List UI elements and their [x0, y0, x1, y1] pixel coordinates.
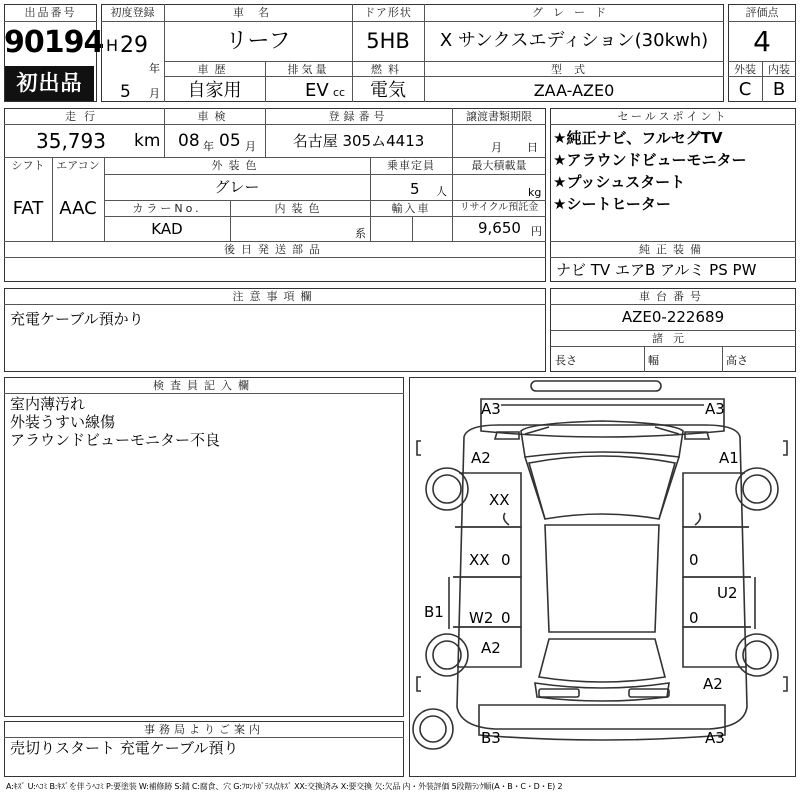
model-label: 型式	[551, 63, 597, 76]
office-label: 事務局よりご案内	[144, 723, 264, 736]
chassis-label: 車台番号	[639, 290, 707, 303]
load-unit: kg	[528, 186, 542, 199]
capacity: 5	[410, 180, 420, 198]
car-name-label: 車名	[233, 6, 283, 19]
interior-color-suffix: 系	[355, 227, 366, 240]
mark-u2: U2	[717, 584, 738, 602]
ac: AAC	[59, 198, 97, 219]
ext-label: 外装	[734, 63, 756, 76]
import-label: 輸入車	[391, 202, 431, 215]
lot-number: 90194	[4, 25, 104, 60]
km-unit: km	[134, 131, 161, 151]
shift: FAT	[12, 198, 44, 219]
mark-xx-left-2: XX	[469, 551, 490, 569]
inspector-line-1: 室内薄汚れ	[10, 395, 86, 413]
color-no-label: カラーNo.	[132, 202, 202, 215]
load-label: 最大積載量	[471, 159, 527, 172]
mark-a2-left-fender: A2	[471, 449, 491, 467]
door-label: ドア形状	[364, 6, 412, 19]
mark-zero-3: 0	[501, 609, 511, 627]
reg-month: 5	[120, 82, 131, 102]
mark-zero-1: 0	[501, 551, 511, 569]
dims-label: 諸元	[652, 332, 694, 345]
transfer-label: 譲渡書類期限	[466, 110, 532, 123]
car-name: リーフ	[225, 29, 291, 54]
mark-xx-left-1: XX	[489, 491, 510, 509]
sales-point-4: ★シートヒーター	[553, 195, 671, 213]
office-text: 売切りスタート 充電ケーブル預り	[10, 739, 239, 757]
color-no: KAD	[151, 220, 183, 238]
capacity-unit: 人	[436, 185, 447, 198]
recycle: 9,650	[478, 219, 521, 237]
year-unit: 年	[149, 62, 160, 75]
transfer-month-unit: 月	[491, 141, 502, 154]
mark-a1-right-fender: A1	[719, 449, 739, 467]
color-label: 外装色	[211, 159, 263, 172]
mark-a2-right-rear: A2	[703, 675, 723, 693]
yen-unit: 円	[531, 225, 542, 238]
mileage-label: 走行	[65, 110, 103, 123]
inspection-year-unit: 年	[203, 140, 214, 153]
shift-label: シフト	[11, 159, 45, 172]
transfer-day-unit: 日	[527, 141, 538, 154]
equipment-label: 純正装備	[639, 243, 707, 256]
score: 4	[753, 25, 771, 58]
mark-a3-front-right: A3	[705, 400, 725, 418]
reg-year: 29	[120, 33, 148, 58]
grade: X サンクスエディション(30kwh)	[439, 30, 709, 51]
mark-zero-4: 0	[689, 609, 699, 627]
inspector-label: 検査員記入欄	[153, 379, 255, 392]
recycle-label: リサイクル預託金	[459, 202, 539, 213]
month-unit: 月	[149, 87, 160, 100]
equipment: ナビ TV エアB アルミ PS PW	[556, 261, 757, 279]
mark-a3-rear-right: A3	[705, 729, 725, 747]
fuel-label: 燃料	[371, 63, 405, 76]
sales-point-1: ★純正ナビ、フルセグTV	[553, 129, 723, 147]
lot-label: 出品番号	[24, 6, 77, 19]
score-label: 評価点	[745, 6, 779, 19]
grade-label: グレード	[532, 6, 616, 19]
notes-label: 注意事項欄	[232, 290, 318, 303]
int-label: 内装	[768, 63, 790, 76]
interior-color-label: 内装色	[274, 202, 326, 215]
later-parts-label: 後日発送部品	[224, 243, 326, 256]
mark-w2: W2	[469, 609, 494, 627]
chassis-number: AZE0-222689	[621, 308, 725, 326]
legend: A:ｷｽﾞ U:ﾍｺﾐ B:ｷｽﾞを伴うﾍｺﾐ P:要塗装 W:補修跡 S:錆 C:腐食、穴 G:ﾌﾛﾝﾄｶﾞﾗｽ点ｷｽﾞ XX:交換済み X:要交換 欠:欠品 内・外装評価 5段階ﾗﾝｸ順(A・B・C・D・E) 2	[6, 782, 563, 791]
mileage: 35,793	[36, 129, 106, 153]
car-damage-diagram	[409, 377, 796, 777]
height-label: 高さ	[726, 354, 748, 367]
displacement: EV	[305, 80, 329, 101]
door-type: 5HB	[366, 29, 410, 53]
ac-label: エアコン	[56, 159, 100, 172]
mark-b1: B1	[424, 603, 444, 621]
inspection-month-unit: 月	[245, 140, 256, 153]
cc-unit: cc	[333, 86, 346, 99]
ext-grade: C	[738, 79, 752, 100]
inspector-line-3: アラウンドビューモニター不良	[10, 431, 221, 449]
sales-point-3: ★プッシュスタート	[553, 173, 686, 191]
first-listing-badge: 初出品	[5, 66, 94, 101]
sales-points-label: セールスポイント	[617, 110, 729, 123]
length-label: 長さ	[555, 354, 577, 367]
mark-a2-left-rear: A2	[481, 639, 501, 657]
first-reg-label: 初度登録	[110, 6, 155, 19]
inspector-line-2: 外装うすい線傷	[10, 413, 116, 431]
inspection-label: 車検	[197, 110, 232, 123]
fuel: 電気	[370, 80, 406, 101]
inspection-month: 05	[219, 131, 241, 151]
width-label: 幅	[648, 354, 659, 367]
mark-b3-rear-left: B3	[481, 729, 501, 747]
mark-a3-front-left: A3	[481, 400, 501, 418]
color: グレー	[214, 178, 260, 196]
era: H	[106, 36, 119, 55]
history-label: 車歴	[197, 63, 232, 76]
capacity-label: 乗車定員	[387, 159, 435, 172]
sales-point-2: ★アラウンドビューモニター	[553, 151, 747, 169]
history: 自家用	[187, 80, 242, 101]
inspection-year: 08	[178, 131, 200, 151]
mark-zero-2: 0	[689, 551, 699, 569]
model: ZAA-AZE0	[533, 81, 615, 100]
plate-label: 登録番号	[328, 110, 389, 123]
plate: 名古屋 305ム4413	[292, 132, 425, 150]
notes-text: 充電ケーブル預かり	[10, 310, 144, 328]
displacement-label: 排気量	[287, 63, 330, 76]
int-grade: B	[772, 79, 786, 100]
